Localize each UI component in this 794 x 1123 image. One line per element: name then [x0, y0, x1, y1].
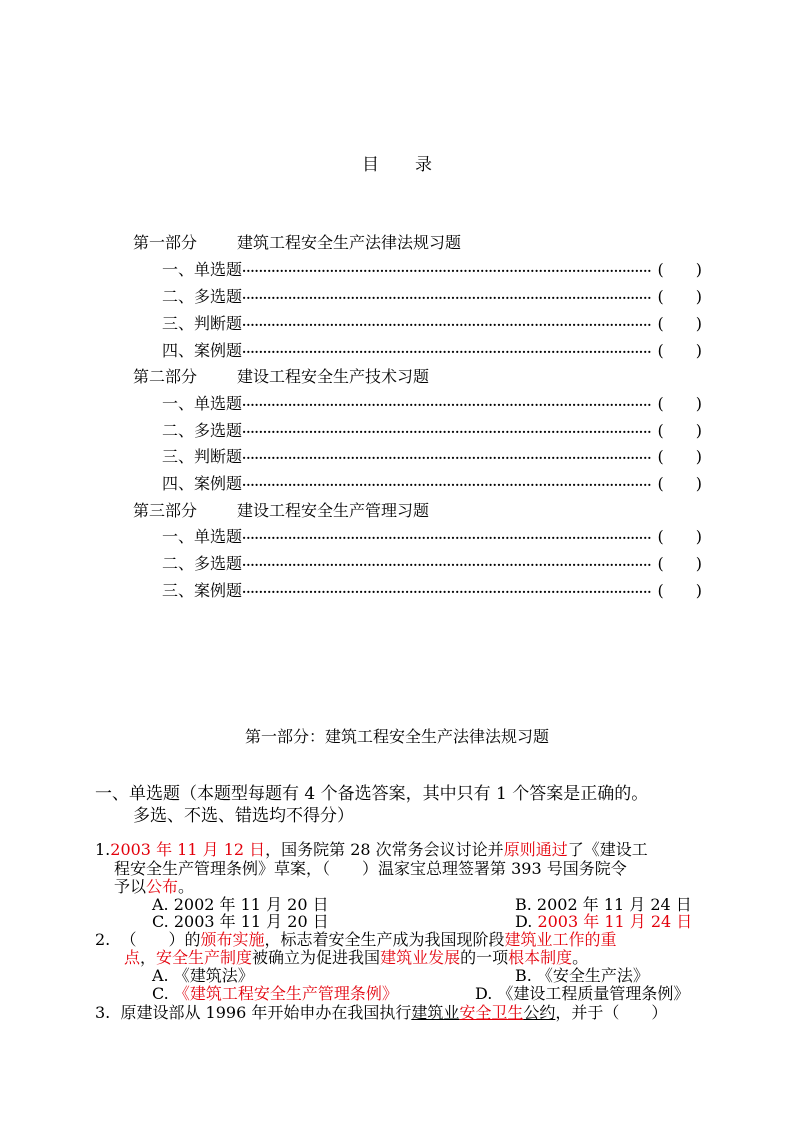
question-text: ，并于（ ） — [555, 1003, 668, 1022]
toc-entry-label: 二、多选题 — [162, 287, 243, 306]
leader-dots: ·································································································· — [242, 558, 652, 572]
toc-entry[interactable] — [162, 391, 702, 414]
toc-part-number: 第一部分 — [133, 233, 198, 252]
toc-entry-label: 二、多选题 — [162, 554, 243, 573]
question-text: ， — [140, 948, 157, 967]
toc-entry-label: 一、单选题 — [162, 527, 243, 546]
leader-dots: ·································································································· — [242, 291, 652, 305]
toc-entry-label: 一、单选题 — [162, 394, 243, 413]
toc-part-number: 第二部分 — [133, 367, 198, 386]
highlight-text: 安全生产制度 — [156, 948, 253, 967]
toc-entry-page: ( ) — [657, 394, 702, 413]
option-c — [152, 984, 398, 1003]
question-text: 了《建设工 — [567, 840, 648, 859]
leader-dots: ·································································································· — [242, 425, 652, 439]
toc-entry-page: ( ) — [657, 287, 702, 306]
question-text: 予以 — [114, 877, 147, 896]
option-label: C. — [152, 984, 174, 1003]
option-label: D. — [515, 912, 538, 931]
option-d: D. 《建设工程质量管理条例》 — [475, 984, 690, 1003]
toc-entry-page: ( ) — [657, 421, 702, 440]
toc-entry[interactable] — [162, 578, 702, 601]
highlight-text: 根本制度 — [508, 948, 573, 967]
toc-entry-label: 四、案例题 — [162, 341, 243, 360]
section-title: 第一部分：建筑工程安全生产法律法规习题 — [244, 727, 549, 746]
toc-part-name: 建设工程安全生产管理习题 — [237, 501, 430, 520]
highlight-text: 颁布实施 — [200, 930, 265, 949]
toc-entry-page: ( ) — [657, 341, 702, 360]
option-d — [515, 912, 692, 931]
toc-part-2 — [133, 364, 429, 387]
highlight-text: 建筑业发展 — [380, 948, 461, 967]
leader-dots: ·································································································· — [242, 531, 652, 545]
option-c: C. 2003 年 11 月 20 日 — [152, 912, 329, 931]
toc-entry[interactable] — [162, 338, 702, 361]
toc-title-char-1: 目 — [362, 155, 379, 175]
option-b: B. 《安全生产法》 — [515, 966, 649, 985]
toc-entry[interactable] — [162, 257, 702, 280]
question-2-line-2 — [124, 948, 588, 967]
question-text: ，国务院第 28 次常务会议讨论并 — [265, 840, 504, 859]
toc-entry-page: ( ) — [657, 474, 702, 493]
question-text: 的一项 — [460, 948, 509, 967]
question-text: 被确立为促进我国 — [252, 948, 381, 967]
underlined-text: 公约 — [523, 1003, 556, 1022]
toc-entry[interactable] — [162, 311, 702, 334]
highlight-text: 建筑业工作的重 — [504, 930, 617, 949]
toc-entry[interactable] — [162, 284, 702, 307]
toc-entry-page: ( ) — [657, 554, 702, 573]
toc-entry[interactable] — [162, 418, 702, 441]
section-instruction-line-1: 一、单选题（本题型每题有 4 个备选答案，其中只有 1 个答案是正确的。 — [95, 784, 649, 804]
toc-entry-label: 三、判断题 — [162, 314, 243, 333]
toc-part-number: 第三部分 — [133, 501, 198, 520]
highlight-text: 2003 年 11 月 12 日 — [110, 840, 266, 859]
question-number: 1. — [95, 840, 111, 859]
toc-entry-page: ( ) — [657, 260, 702, 279]
question-1-line-3 — [114, 877, 194, 896]
toc-part-1 — [133, 230, 461, 253]
highlight-text: 公布 — [146, 877, 179, 896]
question-3-line-1 — [95, 1003, 667, 1022]
toc-entry-label: 三、判断题 — [162, 447, 243, 466]
highlight-text: 2003 年 11 月 24 日 — [537, 912, 693, 931]
highlight-text: 原则通过 — [503, 840, 568, 859]
leader-dots: ·································································································· — [242, 345, 652, 359]
question-2-line-1 — [95, 930, 617, 949]
question-text: ，标志着安全生产成为我国现阶段 — [264, 930, 505, 949]
leader-dots: ·································································································· — [242, 398, 652, 412]
toc-part-3 — [133, 498, 429, 521]
leader-dots: ·································································································· — [242, 451, 652, 465]
highlight-text: 点 — [124, 948, 141, 967]
question-1-line-1 — [95, 840, 648, 859]
question-1-line-2: 程安全生产管理条例》草案，（ ）温家宝总理签署第 393 号国务院令 — [114, 859, 627, 878]
toc-entry-page: ( ) — [657, 527, 702, 546]
toc-part-name: 建筑工程安全生产法律法规习题 — [237, 233, 462, 252]
leader-dots: ·································································································· — [242, 478, 652, 492]
leader-dots: ·································································································· — [242, 585, 652, 599]
toc-entry-label: 一、单选题 — [162, 260, 243, 279]
toc-entry[interactable] — [162, 471, 702, 494]
leader-dots: ·································································································· — [242, 264, 652, 278]
option-a: A. 2002 年 11 月 20 日 — [152, 895, 329, 914]
toc-entry-page: ( ) — [657, 581, 702, 600]
option-a: A. 《建筑法》 — [152, 966, 254, 985]
toc-title-char-2: 录 — [415, 155, 432, 175]
question-text: 。 — [178, 877, 195, 896]
option-b: B. 2002 年 11 月 24 日 — [515, 895, 692, 914]
question-number: 2. — [95, 930, 111, 949]
question-text: 。 — [572, 948, 589, 967]
section-instruction-line-2: 多选、不选、错选均不得分） — [133, 806, 354, 826]
question-number: 3. — [95, 1003, 111, 1022]
highlight-text: 安全卫生 — [459, 1003, 524, 1022]
underlined-text: 建筑业 — [411, 1003, 460, 1022]
question-text: 原建设部从 1996 年开始申办在我国执行 — [120, 1003, 412, 1022]
toc-entry-page: ( ) — [657, 447, 702, 466]
toc-part-name: 建设工程安全生产技术习题 — [237, 367, 430, 386]
toc-entry-label: 二、多选题 — [162, 421, 243, 440]
toc-entry[interactable] — [162, 444, 702, 467]
toc-entry[interactable] — [162, 551, 702, 574]
question-text: （ ）的 — [120, 930, 201, 949]
highlight-text: 《建筑工程安全生产管理条例》 — [173, 984, 398, 1003]
toc-entry-label: 四、案例题 — [162, 474, 243, 493]
toc-title — [0, 150, 794, 175]
toc-entry-label: 三、案例题 — [162, 581, 243, 600]
leader-dots: ·································································································· — [242, 318, 652, 332]
toc-entry-page: ( ) — [657, 314, 702, 333]
toc-entry[interactable] — [162, 524, 702, 547]
